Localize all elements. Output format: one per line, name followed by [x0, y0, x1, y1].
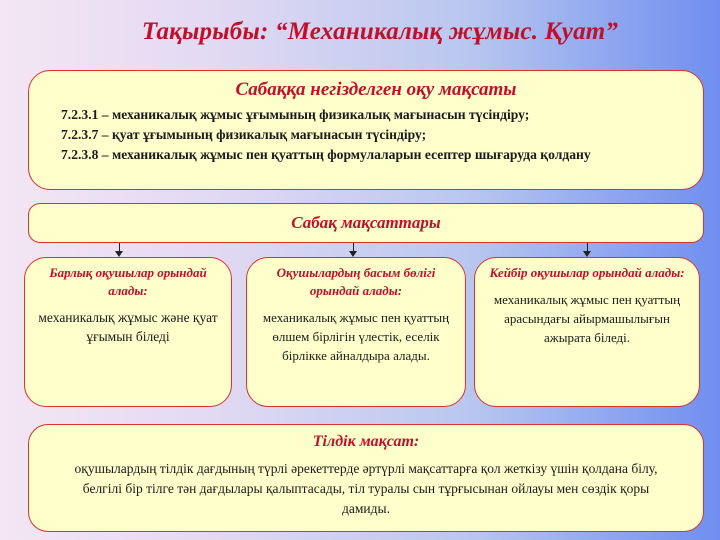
language-body: оқушылардың тілдік дағдының түрлі әрекеттерде әртүрлі мақсаттарға қол жеткізу үшін қолдана білу, белгілі бір тілге тән дағдылары қалыптасады, тіл туралы сын тұрғысынан ойлауы мен сөздік қоры дамиды.: [74, 461, 658, 516]
language-objective-box: [28, 424, 704, 532]
language-heading: Тілдік мақсат:: [312, 433, 420, 450]
slide-title: Тақырыбы: “Механикалық жұмыс. Қуат”: [141, 18, 619, 45]
level-title: Барлық оқушылар орындай алады:: [49, 265, 207, 298]
level-most-students: [246, 257, 466, 407]
objective-item: 7.2.3.8 – механикалық жұмыс пен қуаттың формулаларын есептер шығаруда қолдану: [61, 147, 591, 162]
learning-objectives-box: [28, 70, 704, 190]
level-some-students: [474, 257, 700, 407]
level-title: Оқушылардың басым бөлігі орындай алады:: [276, 265, 436, 298]
objectives-heading: Сабаққа негізделген оқу мақсаты: [235, 79, 517, 100]
level-all-students: [24, 257, 232, 407]
objectives-list: [61, 105, 703, 165]
level-body: механикалық жұмыс пен қуаттың өлшем бірлігін үлестік, еселік бірлікке айналдыра алады.: [262, 310, 450, 363]
level-body: механикалық жұмыс және қуат ұғымын біледі: [38, 310, 218, 344]
objective-item: 7.2.3.1 – механикалық жұмыс ұғымының физикалық мағынасын түсіндіру;: [61, 107, 530, 122]
lesson-aims-bar: Сабақ мақсаттары: [28, 203, 704, 243]
level-body: механикалық жұмыс пен қуаттың арасындағы айырмашылығын ажырата біледі.: [493, 292, 681, 345]
level-title: Кейбір оқушылар орындай алады:: [489, 265, 685, 280]
objective-item: 7.2.3.7 – қуат ұғымының физикалық мағынасын түсіндіру;: [61, 127, 427, 142]
